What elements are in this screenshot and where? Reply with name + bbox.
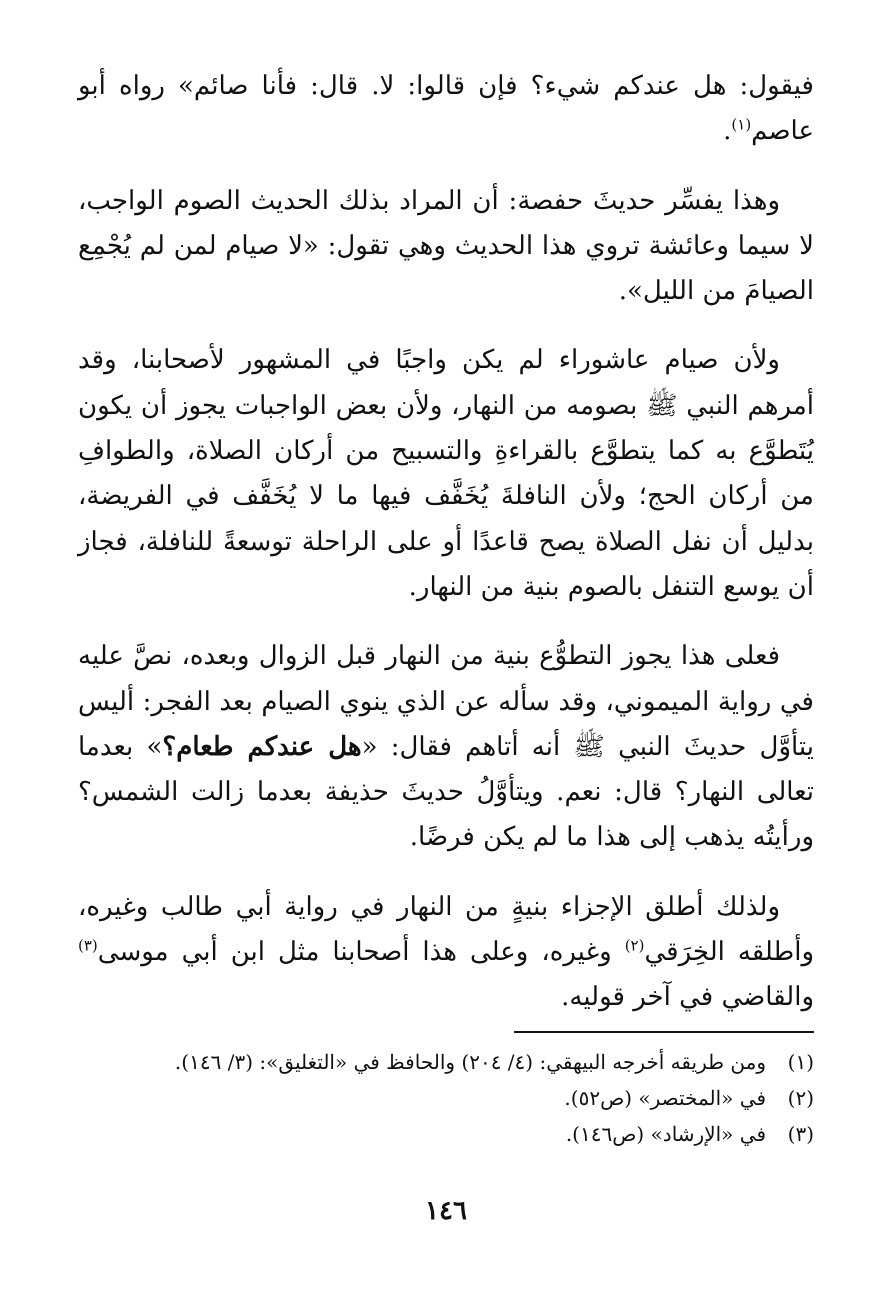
footnote-ref-3: (٣) <box>78 936 98 955</box>
footnote-2 <box>78 1080 814 1116</box>
footnote-ref-2: (٢) <box>624 936 645 955</box>
footnote-1 <box>78 1044 814 1080</box>
footnote-number: (٣) <box>787 1122 814 1146</box>
hadith-quote-bold: هل عندكم طعام؟ <box>162 731 362 762</box>
paragraph-4-text-b: » بعدما تعالى النهار؟ قال: نعم. ويتأوَّلُ حديثَ حذيفة بعدما زالت الشمس؟ ورأيتُه يذهب إلى هذا ما لم يكن فرضًا. <box>78 731 814 853</box>
paragraph-1-text: فيقول: هل عندكم شيء؟ فإن قالوا: لا. قال: فأنا صائم» رواه أبو عاصم <box>78 71 814 147</box>
paragraph-5-text-a: ولذلك أطلق الإجزاء بنيةٍ من النهار في رواية أبي طالب وغيره، وأطلقه الخِرَقي <box>78 891 815 968</box>
paragraph-1-end: . <box>723 116 732 147</box>
footnote-separator <box>514 1031 814 1033</box>
footnote-text: في «المختصر» (ص٥٢). <box>564 1086 766 1110</box>
footnote-ref-1: (١) <box>731 115 752 134</box>
footnote-text: في «الإرشاد» (ص١٤٦). <box>565 1122 766 1146</box>
paragraph-3: ولأن صيام عاشوراء لم يكن واجبًا في المشهور لأصحابنا، وقد أمرهم النبي ﷺ بصومه من النهار، ولأن بعض الواجبات يجوز أن يكون يُتَطوَّع به كما يتطوَّع بالقراءةِ والتسبيح من أركان الصلاة، والطوافِ من أركان الحج؛ ولأن النافلةَ يُخَفَّف فيها ما لا يُخَفَّف في الفريضة، بدليل أن نفل الصلاة يصح قاعدًا أو على الراحلة توسعةً للنافلة، فجاز أن يوسع التنفل بالصوم بنية من النهار. <box>78 345 814 602</box>
paragraph-1 <box>78 64 814 155</box>
paragraph-4 <box>78 634 814 860</box>
footnote-number: (٢) <box>787 1086 814 1110</box>
footnote-text: ومن طريقه أخرجه البيهقي: (٤/ ٢٠٤) والحافظ في «التغليق»: (٣/ ١٤٦). <box>174 1050 766 1074</box>
main-text <box>78 64 814 1045</box>
paragraph-2: وهذا يفسِّر حديثَ حفصة: أن المراد بذلك الحديث الصوم الواجب، لا سيما وعائشة تروي هذا الحديث وهي تقول: «لا صيام لمن لم يُجْمِع الصيامَ من الليل». <box>78 185 814 307</box>
paragraph-5 <box>78 885 814 1021</box>
page-number: ١٤٦ <box>425 1196 467 1226</box>
footnote-number: (١) <box>787 1050 814 1074</box>
footnotes <box>78 1044 814 1152</box>
paragraph-5-text-b: وغيره، وعلى هذا أصحابنا مثل ابن أبي موسى <box>97 937 625 968</box>
footnote-3 <box>78 1116 814 1152</box>
paragraph-4-text-a: فعلى هذا يجوز التطوُّع بنية من النهار قبل الزوال وبعده، نصَّ عليه في رواية الميموني، وقد سأله عن الذي ينوي الصيام بعد الفجر: أليس يتأوَّل حديثَ النبي ﷺ أنه أتاهم فقال: « <box>78 641 815 762</box>
paragraph-5-text-c: والقاضي في آخر قوليه. <box>561 982 814 1013</box>
